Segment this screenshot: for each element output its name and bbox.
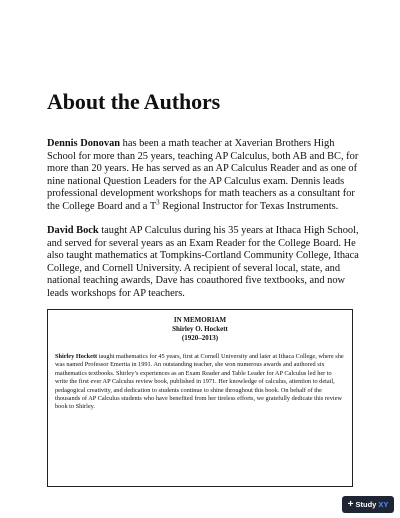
superscript: 3: [156, 198, 160, 207]
author-bio-text: has been a math teacher at Xaverian Brothers High School for more than 25 years, teaching AP Calculus, both AB and BC, for more than 20 years. He has served as an AP Calculus Reader and as one of nine national Question Leaders for the AP Calculus exam. Dennis leads professional development workshops for math teachers as a consultant for the College Board and a T: [47, 138, 359, 212]
watermark-text: Study: [355, 500, 377, 509]
author-name: David Bock: [47, 225, 99, 236]
plus-icon: +: [347, 498, 354, 510]
memoriam-heading: IN MEMORIAM: [173, 316, 227, 324]
author-bio-text-end: Regional Instructor for Texas Instruments.: [159, 200, 339, 212]
author-bio-bock: [47, 225, 359, 301]
memoriam-body-text: taught mathematics for 45 years, first at Cornell University and later at Ithaca College, where she was named Professor Emerita in 1991. An outstanding teacher, she won numerous awards and authored six mathematics textbooks. Shirley’s experiences as an Exam Reader and Table Leader for AP Calculus led her to write the first ever AP Calculus review book, published in 1971. Her knowledge of calculus, attention to detail, pedagogical creativity, and dedication to students continue to shine throughout this book. On behalf of the thousands of AP Calculus students who have benefited from her tireless efforts, we gratefully dedicate this review book to Shirley.: [55, 353, 344, 411]
memoriam-name: Shirley O. Hockett: [172, 325, 228, 334]
author-bio-text: taught AP Calculus during his 35 years at Ithaca High School, and served for several years as an Exam Reader for the College Board. He also taught mathematics at Tompkins-Cortland Community College, Ithaca College, and Cornell University. A recipient of several local, state, and national teaching awards, Dave has coauthored five textbooks, and now leads workshops for AP teachers.: [47, 225, 359, 299]
memoriam-box: [47, 309, 353, 487]
author-bio-donovan: [47, 138, 359, 214]
memoriam-header: [48, 316, 352, 344]
memoriam-body-name: Shirley Hockett: [55, 353, 98, 360]
author-name: Dennis Donovan: [47, 138, 121, 149]
memoriam-body: [55, 353, 345, 412]
page-title: About the Authors: [47, 89, 221, 114]
watermark-text-accent: XY: [378, 500, 389, 509]
memoriam-years: (1920–2013): [181, 334, 219, 343]
studyxy-watermark[interactable]: [342, 496, 394, 513]
